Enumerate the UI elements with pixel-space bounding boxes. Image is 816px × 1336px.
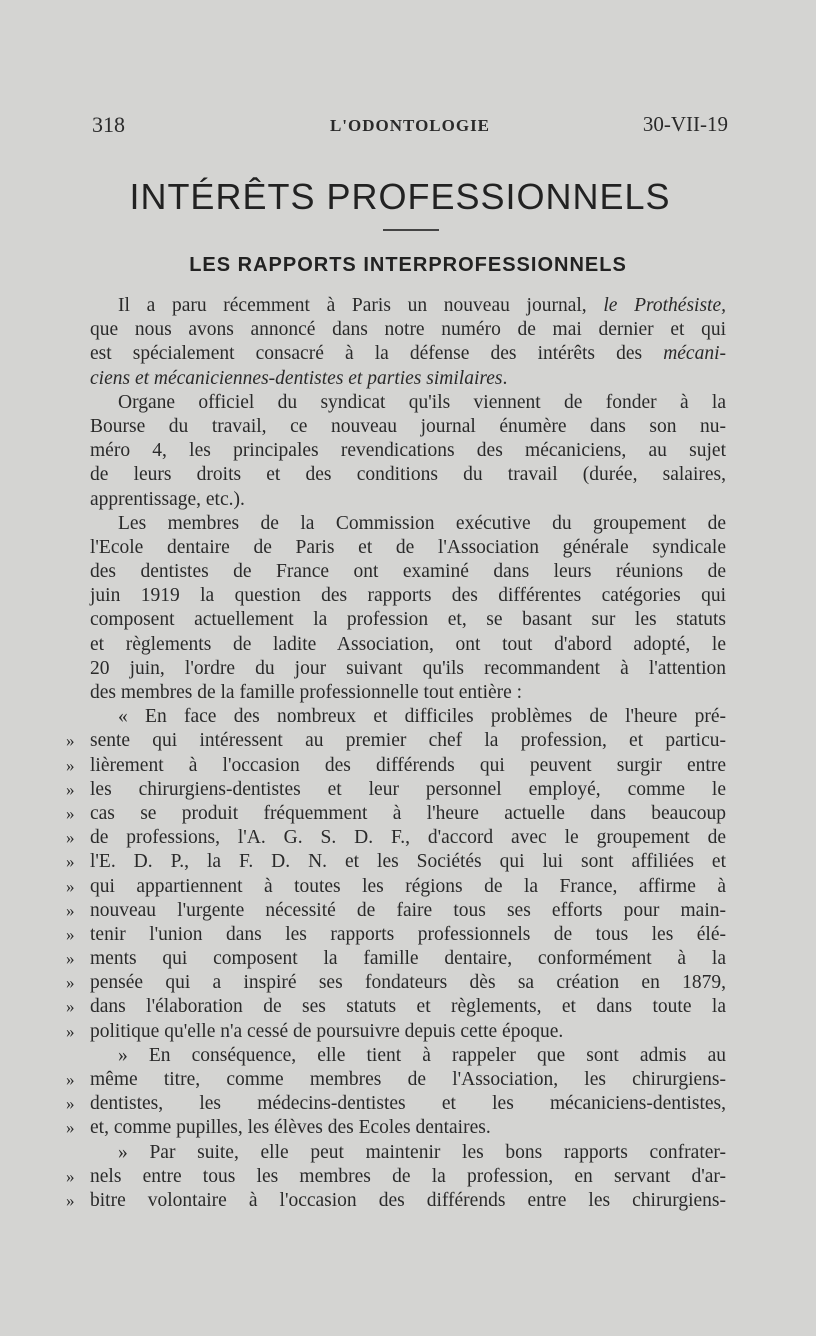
line-text: qui appartiennent à toutes les régions de la France, affirme à [90,875,726,897]
line-text: sente qui intéressent au premier chef la profession, et particu- [90,730,726,752]
line-text: nels entre tous les membres de la profession, en servant d'ar- [90,1165,726,1187]
text-line [90,415,726,439]
line-text: l'E. D. P., la F. D. N. et les Sociétés qui lui sont affiliées et [90,851,726,873]
text-line [90,367,726,391]
quote-mark: » [66,828,75,848]
journal-title: L'ODONTOLOGIE [329,116,491,135]
line-text: juin 1919 la question des rapports des différentes catégories qui [90,585,726,607]
text-line [66,1068,726,1092]
quote-mark: » [66,852,75,872]
quote-mark: » [66,803,75,823]
quote-mark: » [66,973,75,993]
text-line [90,342,726,366]
line-text: les chirurgiens-dentistes et leur personnel employé, comme le [90,778,726,800]
line-text: » En conséquence, elle tient à rappeler que sont admis au [118,1044,726,1066]
text-line [90,1044,726,1068]
line-text: méro 4, les principales revendications des mécaniciens, au sujet [90,440,726,462]
text-line [66,754,726,778]
issue-date: 30-VII-19 [642,112,728,136]
line-text: des membres de la famille professionnelle tout entière : [90,682,523,703]
line-text: lièrement à l'occasion des différends qui peuvent surgir entre [90,754,726,776]
text-line [90,536,726,560]
text-line [90,488,726,512]
line-text: nouveau l'urgente nécessité de faire tous ses efforts pour main- [90,899,726,921]
text-line [66,971,726,995]
running-header [92,112,728,142]
text-line [90,560,726,584]
text-line [66,1189,726,1213]
text-line [66,899,726,923]
italic-text: mécani- [663,343,726,365]
article-body [66,294,726,1213]
line-text: l'Ecole dentaire de Paris et de l'Association générale syndicale [90,536,726,558]
quote-mark: » [66,1021,75,1041]
text-line [66,802,726,826]
line-text: bitre volontaire à l'occasion des différends entre les chirurgiens- [90,1189,726,1211]
line-text: cas se produit fréquemment à l'heure actuelle dans beaucoup [90,802,726,824]
quote-mark: » [66,924,75,944]
line-text: de leurs droits et des conditions du travail (durée, salaires, [90,464,726,486]
quote-mark: » [66,1118,75,1138]
page-number: 318 [92,112,125,137]
line-text: 20 juin, l'ordre du jour suivant qu'ils recommandent à l'attention [90,657,726,679]
line-text: Organe officiel du syndicat qu'ils viennent de fonder à la [118,391,726,413]
text-line [66,850,726,874]
text-line [90,657,726,681]
line-text: dentistes, les médecins-dentistes et les mécaniciens-dentistes, [90,1093,726,1115]
text-line [90,705,726,729]
text-line [66,778,726,802]
text-line [66,1092,726,1116]
text-line [66,1165,726,1189]
line-text: tenir l'union dans les rapports professionnels de tous les élé- [90,923,726,945]
text-line [90,463,726,487]
quote-mark: » [66,731,75,751]
quote-mark: » [66,900,75,920]
quote-mark: » [66,997,75,1017]
text-line [90,318,726,342]
line-text: même titre, comme membres de l'Association, les chirurgiens- [90,1069,726,1090]
quote-mark: » [66,779,75,799]
text-line [66,875,726,899]
line-text: apprentissage, etc.). [90,488,245,510]
text-line [90,584,726,608]
quote-mark: » [66,1166,75,1186]
line-text: Bourse du travail, ce nouveau journal énumère dans son nu- [90,415,726,437]
text-line [90,391,726,415]
quote-mark: » [66,1070,75,1089]
line-text: . [502,367,508,389]
text-line [66,826,726,850]
article-title: LES RAPPORTS INTERPROFESSIONNELS [189,254,627,276]
text-line [90,512,726,536]
line-text: Il a paru récemment à Paris un nouveau journal, [118,295,604,316]
line-text: de professions, l'A. G. S. D. F., d'accord avec le groupement de [90,827,726,849]
text-line [90,633,726,657]
text-line [90,439,726,463]
text-line [66,729,726,753]
line-text: » Par suite, elle peut maintenir les bons rapports confrater- [118,1141,726,1163]
line-text: et règlements de ladite Association, ont tout d'abord adopté, le [90,633,726,655]
line-text: que nous avons annoncé dans notre numéro de mai dernier et qui [90,319,726,341]
quote-mark: » [66,1190,75,1210]
text-line [66,1020,726,1044]
line-text: Les membres de la Commission exécutive du groupement de [118,512,726,534]
quote-mark: » [66,876,75,896]
text-line [66,923,726,947]
text-line [90,608,726,632]
text-line [90,681,726,705]
line-text: et, comme pupilles, les élèves des Ecoles dentaires. [90,1117,491,1139]
quote-mark: » [66,755,75,775]
text-line [66,995,726,1019]
line-text: ments qui composent la famille dentaire, conformément à la [90,948,726,970]
line-text: dans l'élaboration de ses statuts et règlements, et dans toute la [90,996,726,1018]
title-rule [383,229,439,231]
line-text: des dentistes de France ont examiné dans leurs réunions de [90,561,726,583]
text-line [90,294,726,318]
italic-text: le Prothésiste, [603,295,726,316]
quote-mark: » [66,949,75,969]
line-text: pensée qui a inspiré ses fondateurs dès sa création en 1879, [90,972,726,994]
line-text: composent actuellement la profession et, se basant sur les statuts [90,609,726,631]
section-title: INTÉRÊTS PROFESSIONNELS [129,176,671,217]
line-text: « En face des nombreux et difficiles problèmes de l'heure pré- [118,706,726,728]
quote-mark: » [66,1094,75,1114]
line-text: est spécialement consacré à la défense des intérêts des [90,343,664,365]
text-line [90,1141,726,1165]
text-line [66,947,726,971]
line-text: politique qu'elle n'a cessé de poursuivre depuis cette époque. [90,1020,564,1042]
text-line [66,1116,726,1140]
italic-text: ciens et mécaniciennes-dentistes et parties similaires [90,367,503,389]
